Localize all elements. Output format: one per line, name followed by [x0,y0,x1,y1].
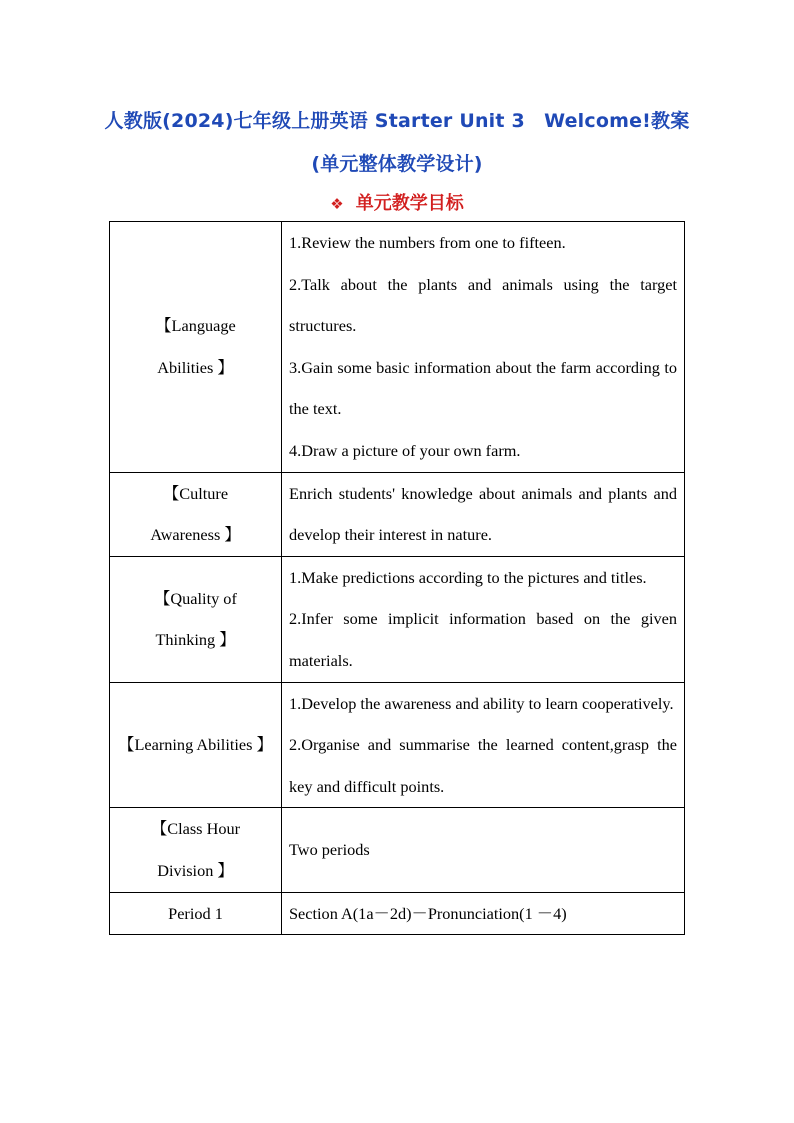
table-row-culture [110,472,685,556]
row-content [282,222,685,473]
row-label [110,472,282,556]
content-paragraph: 1.Review the numbers from one to fifteen. [289,233,566,252]
objectives-table [109,221,685,935]
content-paragraph: 3.Gain some basic information about the farm according to the text. [289,357,677,419]
table-row-period-1 [110,892,685,935]
content-paragraph: 1.Develop the awareness and ability to learn cooperatively. [289,693,674,713]
row-label [110,808,282,892]
content-paragraph: Enrich students' knowledge about animals and plants and develop their interest in nature. [289,483,677,545]
label-line: Period 1 [168,903,223,923]
label-line: Thinking 】 [155,630,236,650]
label-line: Awareness 】 [150,525,241,545]
content-paragraph: 1.Make predictions according to the pictures and titles. [289,567,647,587]
label-line: Division 】 [157,860,234,880]
content-paragraph: 2.Infer some implicit information based on the given materials. [289,609,677,670]
table-row-language [110,222,685,473]
row-content [282,472,685,556]
label-line: 【Quality of [154,588,237,608]
table-row-thinking [110,556,685,682]
content-paragraph: Two periods [289,840,370,860]
table-row-learning [110,682,685,808]
document-subtitle: (单元整体教学设计) [311,153,483,175]
label-line: 【Learning Abilities 】 [118,735,273,755]
row-label [110,682,282,808]
content-paragraph: 2.Organise and summarise the learned content,grasp the key and difficult points. [289,735,677,796]
section-heading [0,189,794,215]
content-paragraph: 2.Talk about the plants and animals using the target structures. [289,274,677,336]
content-paragraph: Section A(1a－2d)－Pronunciation(1 －4) [289,903,567,923]
row-label [110,556,282,682]
diamond-bullet-icon: ❖ [330,195,344,213]
row-content [282,892,685,935]
label-line: 【Class Hour [150,819,241,839]
content-paragraph: 4.Draw a picture of your own farm. [289,440,521,460]
label-line: Abilities 】 [157,357,234,377]
row-content [282,682,685,808]
table-row-class-hour [110,808,685,892]
section-heading-text: 单元教学目标 [355,193,464,214]
label-line: 【Language [155,316,236,336]
row-label [110,222,282,473]
row-label [110,892,282,935]
row-content [282,556,685,682]
row-content [282,808,685,892]
document-title: 人教版(2024)七年级上册英语 Starter Unit 3 Welcome!教案 [104,110,690,132]
label-line: 【Culture [162,483,229,503]
